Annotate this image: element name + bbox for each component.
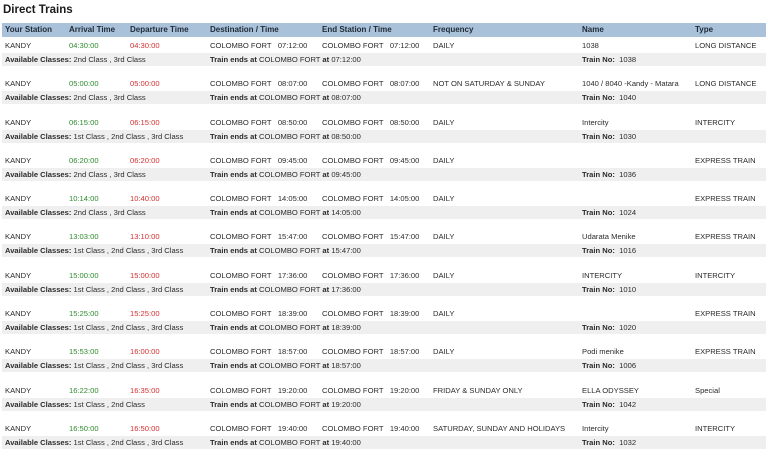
train-ends-station: COLOMBO FORT bbox=[258, 55, 321, 64]
destination-cell bbox=[210, 269, 307, 283]
frequency-cell: DAILY bbox=[433, 194, 455, 204]
available-classes bbox=[5, 398, 145, 411]
train-ends-station: COLOMBO FORT bbox=[258, 131, 321, 141]
train-ends-at bbox=[210, 53, 361, 66]
train-ends-at bbox=[210, 91, 361, 104]
available-classes-value: 2nd Class , 3rd Class bbox=[73, 93, 146, 103]
train-number-value: 1030 bbox=[619, 131, 637, 141]
destination-cell bbox=[210, 345, 307, 359]
train-ends-at-label: at bbox=[322, 208, 330, 218]
available-classes bbox=[5, 359, 183, 372]
train-type-cell: LONG DISTANCE bbox=[695, 79, 757, 89]
train-ends-at bbox=[210, 168, 361, 181]
table-row[interactable] bbox=[2, 77, 766, 91]
end-station: COLOMBO FORT bbox=[322, 79, 384, 89]
train-ends-at-label: at bbox=[322, 284, 330, 294]
train-ends-at-label: at bbox=[322, 93, 330, 103]
available-classes bbox=[5, 321, 183, 334]
end-station: COLOMBO FORT bbox=[322, 194, 384, 204]
destination-time: 19:40:00 bbox=[277, 423, 308, 433]
destination-time: 19:20:00 bbox=[277, 385, 308, 395]
train-number-value: 1006 bbox=[619, 361, 637, 371]
train-details-row bbox=[2, 436, 766, 449]
station-cell: KANDY bbox=[5, 41, 32, 50]
train-name-cell: ELLA ODYSSEY bbox=[582, 385, 639, 395]
available-classes-label: Available Classes: bbox=[5, 284, 72, 294]
train-ends-time: 09:45:00 bbox=[331, 169, 361, 179]
train-number-label: Train No: bbox=[582, 246, 615, 256]
arrival-time-cell: 16:22:00 bbox=[69, 385, 99, 395]
train-entry bbox=[2, 152, 766, 190]
table-row[interactable] bbox=[2, 269, 766, 283]
table-row[interactable] bbox=[2, 384, 766, 398]
train-ends-label: Train ends at bbox=[210, 399, 257, 409]
train-number-value: 1040 bbox=[619, 93, 637, 103]
end-time: 07:12:00 bbox=[389, 41, 420, 50]
train-details-row bbox=[2, 244, 766, 257]
station-cell: KANDY bbox=[5, 309, 32, 319]
table-row[interactable] bbox=[2, 307, 766, 321]
train-name-cell: INTERCITY bbox=[582, 270, 623, 280]
destination-station: COLOMBO FORT bbox=[210, 79, 272, 89]
train-type-cell: EXPRESS TRAIN bbox=[695, 232, 756, 242]
destination-time: 17:36:00 bbox=[277, 270, 308, 280]
train-type-cell: INTERCITY bbox=[695, 117, 736, 127]
destination-station: COLOMBO FORT bbox=[210, 309, 272, 319]
train-entry bbox=[2, 267, 766, 305]
train-number bbox=[582, 283, 636, 296]
end-station-cell bbox=[322, 192, 419, 206]
destination-time: 08:50:00 bbox=[277, 117, 308, 127]
available-classes-label: Available Classes: bbox=[5, 399, 72, 409]
destination-station: COLOMBO FORT bbox=[210, 232, 272, 242]
train-ends-at bbox=[210, 398, 361, 411]
train-number-value: 1016 bbox=[619, 246, 637, 256]
train-number bbox=[582, 436, 636, 449]
end-time: 15:47:00 bbox=[389, 232, 420, 242]
end-time: 19:40:00 bbox=[389, 423, 420, 433]
train-ends-time: 19:20:00 bbox=[331, 399, 361, 409]
table-row[interactable] bbox=[2, 422, 766, 436]
departure-time-cell: 16:50:00 bbox=[130, 423, 160, 433]
end-station: COLOMBO FORT bbox=[322, 347, 384, 357]
train-details-row bbox=[2, 321, 766, 334]
train-ends-at-label: at bbox=[322, 169, 330, 179]
available-classes bbox=[5, 91, 146, 104]
destination-station: COLOMBO FORT bbox=[210, 423, 272, 433]
header-your-station: Your Station bbox=[5, 25, 52, 34]
end-time: 19:20:00 bbox=[389, 385, 420, 395]
train-ends-station: COLOMBO FORT bbox=[258, 399, 321, 409]
train-details-row bbox=[2, 398, 766, 411]
train-number bbox=[582, 359, 636, 372]
train-details-row bbox=[2, 91, 766, 104]
train-number-label: Train No: bbox=[582, 323, 615, 333]
frequency-cell: DAILY bbox=[433, 117, 455, 127]
station-cell: KANDY bbox=[5, 270, 32, 280]
destination-time: 07:12:00 bbox=[277, 41, 308, 50]
train-ends-label: Train ends at bbox=[210, 169, 257, 179]
train-ends-label: Train ends at bbox=[210, 361, 257, 371]
train-number-value: 1038 bbox=[619, 55, 637, 64]
available-classes-label: Available Classes: bbox=[5, 323, 72, 333]
available-classes-label: Available Classes: bbox=[5, 246, 72, 256]
train-details-row bbox=[2, 53, 766, 66]
train-entry bbox=[2, 420, 766, 458]
train-entry bbox=[2, 305, 766, 343]
departure-time-cell: 06:15:00 bbox=[130, 117, 160, 127]
train-ends-at bbox=[210, 130, 361, 143]
train-ends-at-label: at bbox=[322, 246, 330, 256]
train-ends-time: 14:05:00 bbox=[331, 208, 361, 218]
available-classes-label: Available Classes: bbox=[5, 361, 72, 371]
destination-station: COLOMBO FORT bbox=[210, 347, 272, 357]
train-number bbox=[582, 244, 636, 257]
train-number-label: Train No: bbox=[582, 55, 615, 64]
station-cell: KANDY bbox=[5, 117, 32, 127]
station-cell: KANDY bbox=[5, 423, 32, 433]
end-station: COLOMBO FORT bbox=[322, 117, 384, 127]
available-classes-label: Available Classes: bbox=[5, 208, 72, 218]
train-entry bbox=[2, 228, 766, 266]
train-ends-at-label: at bbox=[322, 361, 330, 371]
train-number-label: Train No: bbox=[582, 399, 615, 409]
train-list bbox=[2, 37, 766, 458]
train-ends-time: 19:40:00 bbox=[331, 437, 361, 447]
station-cell: KANDY bbox=[5, 232, 32, 242]
available-classes bbox=[5, 436, 183, 449]
train-type-cell: EXPRESS TRAIN bbox=[695, 155, 756, 165]
destination-station: COLOMBO FORT bbox=[210, 155, 272, 165]
destination-cell bbox=[210, 422, 307, 436]
train-number bbox=[582, 206, 636, 219]
end-station-cell bbox=[322, 116, 419, 130]
train-ends-at-label: at bbox=[322, 399, 330, 409]
end-time: 08:50:00 bbox=[389, 117, 420, 127]
station-cell: KANDY bbox=[5, 385, 32, 395]
frequency-cell: DAILY bbox=[433, 270, 455, 280]
train-ends-station: COLOMBO FORT bbox=[258, 284, 321, 294]
available-classes-value: 1st Class , 2nd Class , 3rd Class bbox=[73, 246, 184, 256]
destination-cell bbox=[210, 384, 307, 398]
train-name-cell: 1040 / 8040 -Kandy - Matara bbox=[582, 79, 679, 89]
train-number bbox=[582, 130, 636, 143]
train-ends-at bbox=[210, 436, 361, 449]
train-ends-at-label: at bbox=[322, 437, 330, 447]
train-ends-at bbox=[210, 321, 361, 334]
station-cell: KANDY bbox=[5, 79, 32, 89]
train-number-value: 1024 bbox=[619, 208, 637, 218]
destination-cell bbox=[210, 230, 307, 244]
available-classes bbox=[5, 283, 183, 296]
destination-time: 18:57:00 bbox=[277, 347, 308, 357]
available-classes-value: 2nd Class , 3rd Class bbox=[73, 169, 146, 179]
available-classes-value: 1st Class , 2nd Class bbox=[73, 399, 145, 409]
train-number-label: Train No: bbox=[582, 131, 615, 141]
train-ends-at bbox=[210, 359, 361, 372]
train-number-value: 1020 bbox=[619, 323, 637, 333]
train-ends-station: COLOMBO FORT bbox=[258, 361, 321, 371]
arrival-time-cell: 06:20:00 bbox=[69, 155, 99, 165]
train-ends-time: 07:12:00 bbox=[331, 55, 361, 64]
frequency-cell: DAILY bbox=[433, 155, 455, 165]
end-station: COLOMBO FORT bbox=[322, 232, 384, 242]
available-classes bbox=[5, 206, 146, 219]
destination-time: 08:07:00 bbox=[277, 79, 308, 89]
departure-time-cell: 10:40:00 bbox=[130, 194, 160, 204]
train-entry bbox=[2, 343, 766, 381]
destination-station: COLOMBO FORT bbox=[210, 117, 272, 127]
available-classes-label: Available Classes: bbox=[5, 437, 72, 447]
station-cell: KANDY bbox=[5, 155, 32, 165]
train-number bbox=[582, 321, 636, 334]
arrival-time-cell: 15:00:00 bbox=[69, 270, 99, 280]
available-classes-value: 1st Class , 2nd Class , 3rd Class bbox=[73, 323, 184, 333]
frequency-cell: DAILY bbox=[433, 41, 455, 50]
train-ends-time: 15:47:00 bbox=[331, 246, 361, 256]
table-row[interactable] bbox=[2, 116, 766, 130]
train-ends-at bbox=[210, 206, 361, 219]
header-departure-time: Departure Time bbox=[130, 25, 189, 34]
train-details-row bbox=[2, 359, 766, 372]
train-name-cell: 1038 bbox=[582, 41, 599, 50]
train-details-row bbox=[2, 206, 766, 219]
end-station-cell bbox=[322, 39, 419, 53]
departure-time-cell: 15:00:00 bbox=[130, 270, 160, 280]
train-ends-station: COLOMBO FORT bbox=[258, 323, 321, 333]
train-details-row bbox=[2, 168, 766, 181]
available-classes-value: 1st Class , 2nd Class , 3rd Class bbox=[73, 437, 184, 447]
train-details-row bbox=[2, 283, 766, 296]
train-type-cell: LONG DISTANCE bbox=[695, 41, 757, 50]
station-cell: KANDY bbox=[5, 194, 32, 204]
frequency-cell: SATURDAY, SUNDAY AND HOLIDAYS bbox=[433, 423, 566, 433]
destination-time: 18:39:00 bbox=[277, 309, 308, 319]
departure-time-cell: 05:00:00 bbox=[130, 79, 160, 89]
end-station: COLOMBO FORT bbox=[322, 270, 384, 280]
departure-time-cell: 15:25:00 bbox=[130, 309, 160, 319]
destination-station: COLOMBO FORT bbox=[210, 385, 272, 395]
available-classes bbox=[5, 168, 146, 181]
train-name-cell: Udarata Menike bbox=[582, 232, 636, 242]
train-type-cell: EXPRESS TRAIN bbox=[695, 309, 756, 319]
table-row[interactable] bbox=[2, 192, 766, 206]
available-classes-value: 2nd Class , 3rd Class bbox=[73, 55, 146, 64]
train-type-cell: INTERCITY bbox=[695, 423, 736, 433]
end-station-cell bbox=[322, 384, 419, 398]
end-station: COLOMBO FORT bbox=[322, 423, 384, 433]
destination-time: 15:47:00 bbox=[277, 232, 308, 242]
train-ends-time: 08:50:00 bbox=[331, 131, 361, 141]
train-ends-label: Train ends at bbox=[210, 55, 257, 64]
train-number-label: Train No: bbox=[582, 208, 615, 218]
header-type: Type bbox=[695, 25, 714, 34]
train-ends-station: COLOMBO FORT bbox=[258, 246, 321, 256]
train-number bbox=[582, 91, 636, 104]
available-classes bbox=[5, 244, 183, 257]
train-type-cell: Special bbox=[695, 385, 720, 395]
train-number-value: 1032 bbox=[619, 437, 637, 447]
direct-trains-table bbox=[2, 23, 766, 458]
table-header bbox=[2, 23, 766, 37]
train-number-value: 1036 bbox=[619, 169, 637, 179]
arrival-time-cell: 05:00:00 bbox=[69, 79, 99, 89]
arrival-time-cell: 06:15:00 bbox=[69, 117, 99, 127]
available-classes-label: Available Classes: bbox=[5, 169, 72, 179]
frequency-cell: DAILY bbox=[433, 347, 455, 357]
train-name-cell: Intercity bbox=[582, 423, 609, 433]
end-station: COLOMBO FORT bbox=[322, 155, 384, 165]
destination-cell bbox=[210, 77, 307, 91]
train-number-label: Train No: bbox=[582, 437, 615, 447]
header-frequency: Frequency bbox=[433, 25, 474, 34]
end-time: 08:07:00 bbox=[389, 79, 420, 89]
frequency-cell: DAILY bbox=[433, 232, 455, 242]
departure-time-cell: 16:00:00 bbox=[130, 347, 160, 357]
table-row[interactable] bbox=[2, 154, 766, 168]
arrival-time-cell: 04:30:00 bbox=[69, 41, 99, 50]
train-ends-time: 18:57:00 bbox=[331, 361, 361, 371]
train-number-label: Train No: bbox=[582, 284, 615, 294]
available-classes-value: 1st Class , 2nd Class , 3rd Class bbox=[73, 131, 184, 141]
train-entry bbox=[2, 190, 766, 228]
departure-time-cell: 04:30:00 bbox=[130, 41, 160, 50]
end-station-cell bbox=[322, 422, 419, 436]
train-ends-label: Train ends at bbox=[210, 208, 257, 218]
train-number bbox=[582, 398, 636, 411]
train-number bbox=[582, 53, 636, 66]
train-ends-at-label: at bbox=[322, 55, 330, 64]
train-ends-at bbox=[210, 244, 361, 257]
train-entry bbox=[2, 37, 766, 75]
train-ends-time: 08:07:00 bbox=[331, 93, 361, 103]
destination-cell bbox=[210, 154, 307, 168]
end-time: 09:45:00 bbox=[389, 155, 420, 165]
train-number-label: Train No: bbox=[582, 361, 615, 371]
frequency-cell: FRIDAY & SUNDAY ONLY bbox=[433, 385, 523, 395]
train-entry bbox=[2, 382, 766, 420]
train-ends-label: Train ends at bbox=[210, 284, 257, 294]
end-station-cell bbox=[322, 345, 419, 359]
end-station: COLOMBO FORT bbox=[322, 309, 384, 319]
train-type-cell: EXPRESS TRAIN bbox=[695, 347, 756, 357]
departure-time-cell: 16:35:00 bbox=[130, 385, 160, 395]
train-details-row bbox=[2, 130, 766, 143]
end-time: 17:36:00 bbox=[389, 270, 420, 280]
arrival-time-cell: 15:53:00 bbox=[69, 347, 99, 357]
available-classes-value: 2nd Class , 3rd Class bbox=[73, 208, 146, 218]
train-ends-label: Train ends at bbox=[210, 437, 257, 447]
header-end-station-time: End Station / Time bbox=[322, 25, 392, 34]
arrival-time-cell: 16:50:00 bbox=[69, 423, 99, 433]
train-ends-at bbox=[210, 283, 361, 296]
train-number bbox=[582, 168, 636, 181]
header-name: Name bbox=[582, 25, 604, 34]
end-station-cell bbox=[322, 154, 419, 168]
arrival-time-cell: 13:03:00 bbox=[69, 232, 99, 242]
train-type-cell: INTERCITY bbox=[695, 270, 736, 280]
destination-time: 14:05:00 bbox=[277, 194, 308, 204]
train-ends-station: COLOMBO FORT bbox=[258, 208, 321, 218]
train-name-cell: Intercity bbox=[582, 117, 609, 127]
frequency-cell: DAILY bbox=[433, 309, 455, 319]
available-classes bbox=[5, 130, 183, 143]
destination-station: COLOMBO FORT bbox=[210, 194, 272, 204]
header-arrival-time: Arrival Time bbox=[69, 25, 116, 34]
train-ends-station: COLOMBO FORT bbox=[258, 169, 321, 179]
available-classes bbox=[5, 53, 146, 66]
train-ends-at-label: at bbox=[322, 323, 330, 333]
train-ends-label: Train ends at bbox=[210, 131, 257, 141]
header-destination-time: Destination / Time bbox=[210, 25, 279, 34]
frequency-cell: NOT ON SATURDAY & SUNDAY bbox=[433, 79, 545, 89]
page-title: Direct Trains bbox=[3, 4, 73, 16]
destination-station: COLOMBO FORT bbox=[210, 41, 272, 50]
destination-cell bbox=[210, 116, 307, 130]
train-ends-station: COLOMBO FORT bbox=[258, 93, 321, 103]
end-station-cell bbox=[322, 307, 419, 321]
station-cell: KANDY bbox=[5, 347, 32, 357]
train-ends-label: Train ends at bbox=[210, 93, 257, 103]
end-station-cell bbox=[322, 269, 419, 283]
destination-station: COLOMBO FORT bbox=[210, 270, 272, 280]
train-entry bbox=[2, 75, 766, 113]
destination-cell bbox=[210, 192, 307, 206]
destination-cell bbox=[210, 307, 307, 321]
table-row[interactable] bbox=[2, 39, 766, 53]
train-type-cell: EXPRESS TRAIN bbox=[695, 194, 756, 204]
train-ends-label: Train ends at bbox=[210, 323, 257, 333]
available-classes-value: 1st Class , 2nd Class , 3rd Class bbox=[73, 284, 184, 294]
destination-time: 09:45:00 bbox=[277, 155, 308, 165]
end-station-cell bbox=[322, 77, 419, 91]
end-time: 18:57:00 bbox=[389, 347, 420, 357]
arrival-time-cell: 10:14:00 bbox=[69, 194, 99, 204]
end-time: 14:05:00 bbox=[389, 194, 420, 204]
available-classes-label: Available Classes: bbox=[5, 93, 72, 103]
available-classes-label: Available Classes: bbox=[5, 55, 72, 64]
train-ends-time: 17:36:00 bbox=[331, 284, 361, 294]
end-station: COLOMBO FORT bbox=[322, 41, 384, 50]
available-classes-value: 1st Class , 2nd Class , 3rd Class bbox=[73, 361, 184, 371]
train-number-value: 1010 bbox=[619, 284, 637, 294]
train-number-label: Train No: bbox=[582, 169, 615, 179]
train-ends-station: COLOMBO FORT bbox=[258, 437, 321, 447]
train-number-value: 1042 bbox=[619, 399, 637, 409]
train-ends-label: Train ends at bbox=[210, 246, 257, 256]
destination-cell bbox=[210, 39, 307, 53]
arrival-time-cell: 15:25:00 bbox=[69, 309, 99, 319]
departure-time-cell: 13:10:00 bbox=[130, 232, 160, 242]
train-ends-at-label: at bbox=[322, 131, 330, 141]
train-number-label: Train No: bbox=[582, 93, 615, 103]
end-station-cell bbox=[322, 230, 419, 244]
table-row[interactable] bbox=[2, 230, 766, 244]
available-classes-label: Available Classes: bbox=[5, 131, 72, 141]
train-name-cell: Podi menike bbox=[582, 347, 624, 357]
train-ends-time: 18:39:00 bbox=[331, 323, 361, 333]
end-time: 18:39:00 bbox=[389, 309, 420, 319]
train-entry bbox=[2, 114, 766, 152]
table-row[interactable] bbox=[2, 345, 766, 359]
end-station: COLOMBO FORT bbox=[322, 385, 384, 395]
departure-time-cell: 06:20:00 bbox=[130, 155, 160, 165]
